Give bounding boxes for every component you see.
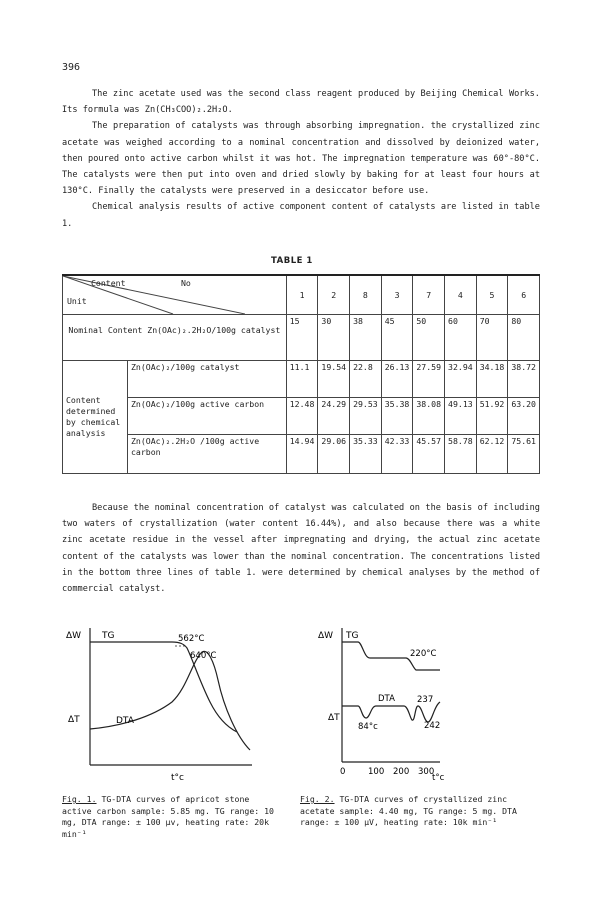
table-cell: 50 <box>413 315 445 361</box>
fig2-dta-label: DTA <box>378 694 395 704</box>
table-cell: 26.13 <box>381 361 413 398</box>
table-cell: 15 <box>286 315 318 361</box>
fig1-dta-label: DTA <box>116 716 134 726</box>
fig1-x-label: t°c <box>171 773 184 783</box>
table-cell: 34.18 <box>476 361 508 398</box>
paragraph-zinc-acetate: The zinc acetate used was the second class reagent produced by Beijing Chemical Works. Its formula was Zn(CH₃COO)₂.2H₂O. <box>62 89 540 116</box>
table-cell: 14.94 <box>286 435 318 474</box>
row-label: Zn(OAc)₂/100g catalyst <box>128 361 287 398</box>
table-caption: TABLE 1 <box>271 256 313 266</box>
table-cell: 29.53 <box>350 398 382 435</box>
table-row <box>63 435 540 474</box>
table-cell: 51.92 <box>476 398 508 435</box>
col-header: 6 <box>508 275 540 315</box>
table-cell: 35.33 <box>350 435 382 474</box>
fig2-caption-text: TG-DTA curves of crystallized zinc acetate sample: 4.40 mg, TG range: 5 mg. DTA range: ± 100 μV, heating rate: 10k min⁻¹ <box>300 794 517 827</box>
col-header: 4 <box>445 275 477 315</box>
table-row <box>63 361 540 398</box>
paragraph-preparation: The preparation of catalysts was through absorbing impregnation. the crystallized zinc acetate was weighed according to a nominal concentration and dissolved by deionized water, then poured onto active carbon whilst it was hot. The impregnation temperature was 60°-80°C. The catalysts were then put into oven and dried slowly by baking for at least four hours at 130°C. Finally the catalysts were preserved in a desiccator before use. <box>62 121 540 197</box>
col-header: 5 <box>476 275 508 315</box>
table-cell: 49.13 <box>445 398 477 435</box>
fig1-dw-label: ΔW <box>66 631 82 641</box>
fig1-peak-562: 562°C <box>178 634 205 644</box>
table-cell: 58.78 <box>445 435 477 474</box>
table-row-nominal <box>63 315 540 361</box>
table-cell: 11.1 <box>286 361 318 398</box>
fig1-dt-label: ΔT <box>68 715 80 725</box>
col-header: 2 <box>318 275 350 315</box>
fig2-dta-curve <box>342 702 440 722</box>
figure-2-caption <box>300 794 540 829</box>
table-cell: 30 <box>318 315 350 361</box>
table-cell: 38.72 <box>508 361 540 398</box>
intro-text <box>62 86 540 232</box>
fig1-dta-curve <box>90 651 250 750</box>
table-cell: 32.94 <box>445 361 477 398</box>
table-cell: 75.61 <box>508 435 540 474</box>
page-number: 396 <box>62 62 81 73</box>
corner-content-label: Content <box>91 278 126 288</box>
figure-1-caption <box>62 794 282 840</box>
table-cell: 63.20 <box>508 398 540 435</box>
fig1-caption-label: Fig. 1. <box>62 794 97 804</box>
table-cell: 12.48 <box>286 398 318 435</box>
fig2-tick: 100 <box>368 767 385 777</box>
fig1-peak-640: 640°C <box>190 651 217 661</box>
corner-no-label: No <box>181 278 191 288</box>
table-cell: 38 <box>350 315 382 361</box>
col-header: 7 <box>413 275 445 315</box>
table-cell: 22.8 <box>350 361 382 398</box>
table-cell: 27.59 <box>413 361 445 398</box>
figure-2-tg-dta-curves <box>300 622 540 792</box>
fig2-dt-label: ΔT <box>328 713 340 723</box>
figure-1-tg-dta-curves <box>62 622 292 792</box>
fig2-t237: 237 <box>417 695 434 705</box>
table-corner-header <box>63 275 287 315</box>
table-cell: 19.54 <box>318 361 350 398</box>
row-label: Zn(OAc)₂.2H₂O /100g active carbon <box>128 435 287 474</box>
group-label-chemical-analysis: Content determined by chemical analysis <box>63 361 128 474</box>
fig2-t220: 220°C <box>410 649 437 659</box>
fig1-caption-text: TG-DTA curves of apricot stone active carbon sample: 5.85 mg. TG range: 10 mg, DTA range: ± 100 μv, heating rate: 20k min⁻¹ <box>62 794 274 839</box>
table-row <box>63 398 540 435</box>
fig2-tick: 300 <box>418 767 435 777</box>
results-table <box>62 274 540 474</box>
table-cell: 60 <box>445 315 477 361</box>
paragraph-nominal-concentration: Because the nominal concentration of catalyst was calculated on the basis of including two waters of crystallization (water content 16.44%), and also because there was a white zinc acetate residue in the vessel after impregnating and drying, the actual zinc acetate content of the catalysts was lower than the nominal concentration. The concentrations listed in the bottom three lines of table 1. were determined by chemical analyses by the method of commercial catalyst. <box>62 503 540 595</box>
col-header: 1 <box>286 275 318 315</box>
corner-unit-label: Unit <box>67 296 87 306</box>
row-label-nominal: Nominal Content Zn(OAc)₂.2H₂O/100g catalyst <box>63 315 287 361</box>
table-cell: 70 <box>476 315 508 361</box>
discussion-text <box>62 500 540 597</box>
fig2-t242: 242 <box>424 721 441 731</box>
table-cell: 80 <box>508 315 540 361</box>
fig2-t84: 84°c <box>358 722 378 732</box>
row-label: Zn(OAc)₂/100g active carbon <box>128 398 287 435</box>
fig2-dw-label: ΔW <box>318 631 334 641</box>
fig2-tick: 0 <box>340 767 346 777</box>
table-cell: 45 <box>381 315 413 361</box>
table-cell: 38.08 <box>413 398 445 435</box>
fig2-tg-label: TG <box>346 631 359 641</box>
col-header: 8 <box>350 275 382 315</box>
table-cell: 35.38 <box>381 398 413 435</box>
table-cell: 62.12 <box>476 435 508 474</box>
table-cell: 29.06 <box>318 435 350 474</box>
fig2-tick: 200 <box>393 767 410 777</box>
table-cell: 45.57 <box>413 435 445 474</box>
table-cell: 24.29 <box>318 398 350 435</box>
fig2-caption-label: Fig. 2. <box>300 794 335 804</box>
table-header-row <box>63 275 540 315</box>
table-cell: 42.33 <box>381 435 413 474</box>
fig2-x-label: t°c <box>432 773 445 783</box>
paragraph-analysis: Chemical analysis results of active component content of catalysts are listed in table 1. <box>62 202 540 229</box>
col-header: 3 <box>381 275 413 315</box>
fig1-tg-label: TG <box>102 631 115 641</box>
